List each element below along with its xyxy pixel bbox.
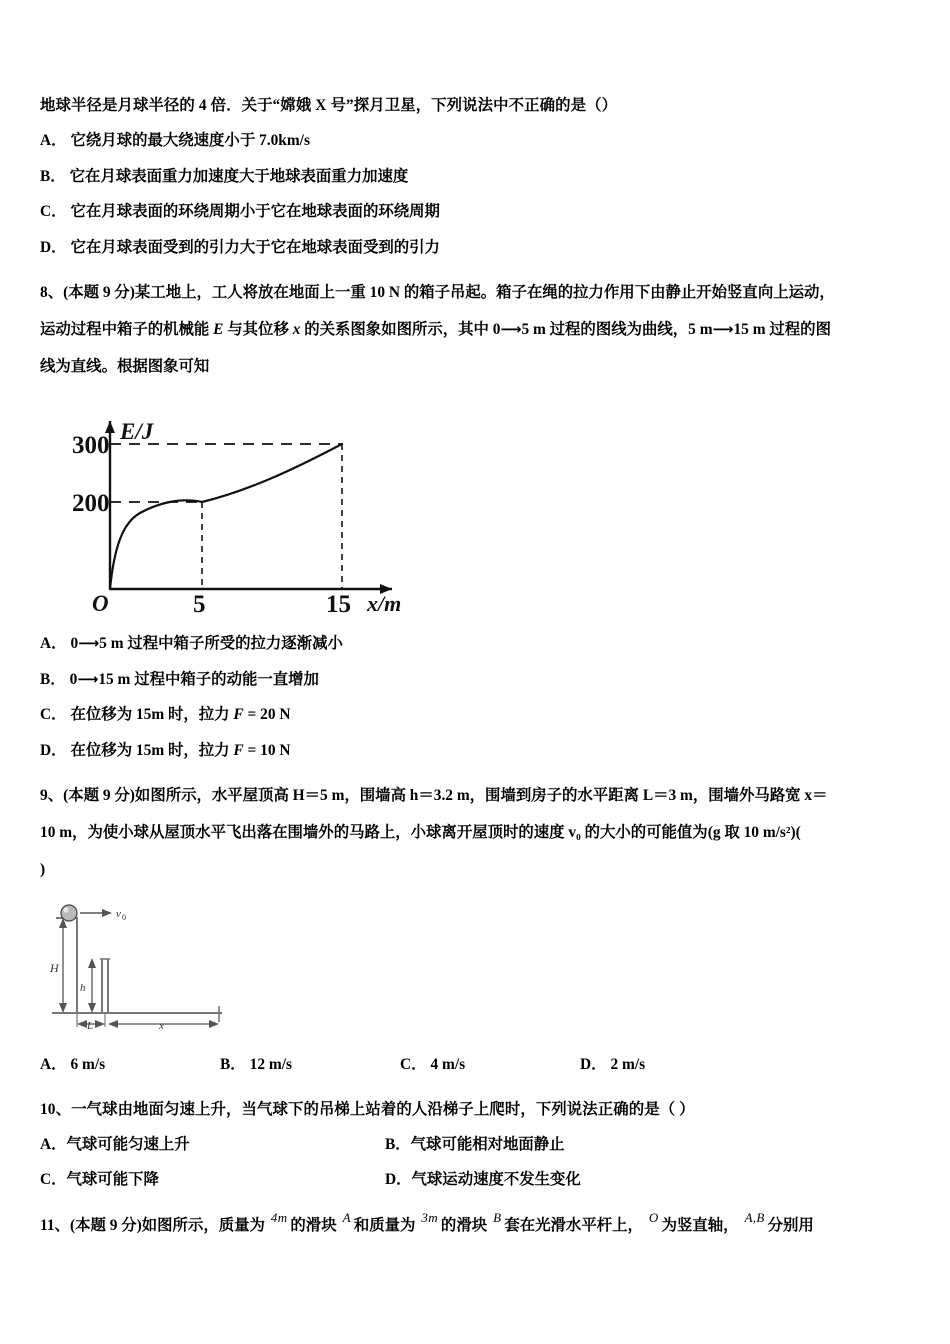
q8-option-a[interactable]	[40, 626, 918, 662]
q7-option-a-text: 它绕月球的最大绕速度小于 7.0km/s	[70, 132, 310, 149]
q8-option-b-text: 15 m 过程中箱子的动能一直增加	[98, 670, 319, 688]
q11-math-A: A	[342, 1209, 351, 1225]
q10-options-row-1	[40, 1127, 918, 1163]
q8-xtick-5: 5	[193, 591, 206, 614]
q10-option-c-text: 气球可能下降	[66, 1171, 159, 1188]
q9-option-d-label: D．	[580, 1056, 607, 1073]
q9-option-b-text: 12 m/s	[249, 1056, 292, 1073]
q9-score: (本题 9 分)	[63, 787, 135, 804]
q8-origin-label: O	[92, 591, 109, 614]
q10-options-row-2	[40, 1162, 918, 1198]
q9-option-c[interactable]	[400, 1047, 580, 1083]
q7-option-c[interactable]	[40, 194, 918, 230]
q11-math-AB: A,B	[744, 1209, 765, 1225]
q8-option-a-label: A．	[40, 635, 67, 652]
q9-stem-line3: )	[40, 861, 46, 878]
q8-option-d-text-b: = 10 N	[243, 741, 291, 759]
q9-label-v0: v	[116, 908, 121, 920]
q8-stem-2a: 运动过程中箱子的机械能	[40, 321, 214, 338]
q10-option-c-label: C．	[40, 1171, 67, 1188]
q8-figure-energy-displacement-graph	[62, 399, 422, 614]
q8-stem-text1: 某工地上，工人将放在地面上一重 10 N 的箱子吊起。箱子在绳的拉力作用下由静止开始竖直向上运动，	[134, 284, 835, 301]
q9-option-d[interactable]	[580, 1047, 760, 1083]
q8-ytick-300: 300	[72, 432, 110, 459]
q7-option-a[interactable]	[40, 123, 918, 159]
q8-option-c-text-a: 在位移为 15m 时，拉力	[70, 706, 234, 723]
q9-label-v0-sub: 0	[122, 913, 126, 922]
q9-option-b[interactable]	[220, 1047, 400, 1083]
q9-option-b-label: B．	[220, 1056, 246, 1073]
q8-xtick-15: 15	[326, 591, 351, 614]
q10-option-a[interactable]	[40, 1127, 385, 1163]
q8-var-x: x	[292, 321, 301, 338]
q10-option-d[interactable]	[385, 1162, 581, 1198]
q8-stem-2e: 15 m 过程的图	[733, 321, 831, 338]
q9-stem-line2: 10 m，为使小球从屋顶水平飞出落在围墙外的马路上，小球离开屋顶时的速度 v₀ 的大小的可能值为(g 取 10 m/s²)(	[40, 824, 801, 841]
q8-option-b[interactable]	[40, 662, 918, 698]
q10-option-b-text: 气球可能相对地面静止	[410, 1135, 565, 1153]
q7-option-b-label: B．	[40, 167, 66, 185]
q9-option-a[interactable]	[40, 1047, 220, 1083]
q10-option-b-label: B．	[385, 1135, 411, 1153]
q7-option-a-label: A．	[40, 132, 67, 149]
q11-math-3m: 3m	[421, 1209, 438, 1225]
q8-var-E: E	[213, 321, 224, 338]
q9-label-x: x	[159, 1020, 164, 1032]
q11-text-1: 如图所示，质量为	[141, 1216, 265, 1234]
q8-option-a-text: 5 m 过程中箱子所受的拉力逐渐减小	[99, 635, 343, 652]
q10-stem-text: 一气球由地面匀速上升，当气球下的吊梯上站着的人沿梯子上爬时，下列说法正确的是（ ）	[71, 1100, 695, 1118]
q11-text-5: 套在光滑水平杆上，	[504, 1216, 643, 1234]
q8-option-c[interactable]	[40, 697, 918, 733]
q11-math-4m: 4m	[270, 1209, 288, 1225]
q8-option-c-text-b: = 20 N	[243, 706, 291, 723]
q7-option-c-text: 它在月球表面的环绕周期小于它在地球表面的环绕周期	[70, 203, 440, 220]
q8-option-d[interactable]	[40, 733, 918, 769]
q11-text-2: 的滑块	[290, 1216, 337, 1234]
range-arrow-icon: ⟶	[712, 321, 734, 338]
q8-stem-line1	[40, 274, 918, 311]
q9-option-a-label: A．	[40, 1056, 67, 1073]
q9-stem-line1	[40, 777, 918, 814]
q9-number: 9、	[40, 787, 64, 804]
q9-options-row	[40, 1047, 918, 1083]
q8-stem-2c: 的关系图象如图所示，其中 0	[300, 321, 501, 338]
q10-option-c[interactable]	[40, 1162, 385, 1198]
range-arrow-icon: ⟶	[77, 670, 99, 688]
q7-option-b-text: 它在月球表面重力加速度大于地球表面重力加速度	[69, 167, 409, 185]
q7-option-b[interactable]	[40, 159, 918, 195]
q9-label-H: H	[50, 961, 59, 975]
q11-math-B: B	[493, 1209, 502, 1225]
range-arrow-icon: ⟶	[78, 635, 100, 652]
q8-option-c-var: F	[233, 706, 244, 723]
q10-option-a-text: 气球可能匀速上升	[66, 1135, 190, 1153]
q7-stem: 地球半径是月球半径的 4 倍．关于“嫦娥 X 号”探月卫星，下列说法中不正确的是（）	[40, 97, 618, 114]
q8-ytick-200: 200	[72, 490, 110, 517]
q8-stem-line3: 线为直线。根据图象可知	[40, 358, 210, 375]
q11-stem-line1	[40, 1207, 918, 1244]
q10-option-a-label: A．	[40, 1135, 67, 1153]
q10-number: 10、	[40, 1100, 72, 1118]
q8-option-d-label: D．	[40, 741, 67, 759]
q9-stem-text1: 如图所示，水平屋顶高 H＝5 m，围墙高 h＝3.2 m，围墙到房子的水平距离 L＝3 m，围墙外马路宽 x＝	[134, 787, 828, 804]
q10-option-d-label: D．	[385, 1171, 412, 1188]
q11-text-4: 的滑块	[440, 1216, 488, 1234]
q9-figure-projectile-diagram	[44, 896, 274, 1041]
q7-option-d[interactable]	[40, 230, 918, 266]
q10-stem	[40, 1092, 918, 1127]
q8-option-b-label: B．	[40, 670, 66, 688]
q7-option-c-label: C．	[40, 203, 67, 220]
projectile-svg	[44, 896, 274, 1041]
q8-number: 8、	[40, 284, 64, 301]
q8-stem-2b: 与其位移	[223, 321, 293, 338]
q8-option-d-var: F	[233, 741, 244, 759]
q8-stem-line2	[40, 311, 918, 348]
page-content	[40, 88, 918, 1244]
q7-option-d-label: D．	[40, 238, 67, 256]
q8-ylabel: E/J	[120, 419, 154, 444]
q11-score: (本题 9 分)	[69, 1216, 142, 1234]
q10-option-b[interactable]	[385, 1127, 565, 1163]
q7-option-d-text: 它在月球表面受到的引力大于它在地球表面受到的引力	[70, 238, 440, 256]
q8-xlabel: x/m	[367, 591, 402, 614]
q11-math-O: O	[648, 1209, 659, 1225]
q8-option-b-pre: 0	[69, 670, 78, 688]
q8-option-c-label: C．	[40, 706, 67, 723]
q11-number: 11、	[40, 1216, 70, 1234]
q11-text-6: 为竖直轴，	[661, 1216, 739, 1234]
q8-option-a-pre: 0	[70, 635, 79, 652]
range-arrow-icon: ⟶	[500, 321, 522, 338]
q10-option-d-text: 气球运动速度不发生变化	[411, 1171, 581, 1188]
energy-displacement-svg	[62, 399, 422, 614]
q11-text-7: 分别用	[767, 1216, 814, 1234]
q9-option-c-text: 4 m/s	[430, 1056, 466, 1073]
q9-option-d-text: 2 m/s	[610, 1056, 646, 1073]
q11-text-3: 和质量为	[353, 1216, 416, 1234]
q8-option-d-text-a: 在位移为 15m 时，拉力	[70, 741, 234, 759]
q9-label-h: h	[80, 982, 86, 994]
q8-score: (本题 9 分)	[63, 284, 135, 301]
q9-label-L: L	[87, 1020, 94, 1032]
q9-option-c-label: C．	[400, 1056, 427, 1073]
q8-stem-2d: 5 m 过程的图线为曲线，5 m	[521, 321, 713, 338]
q9-option-a-text: 6 m/s	[70, 1056, 106, 1073]
